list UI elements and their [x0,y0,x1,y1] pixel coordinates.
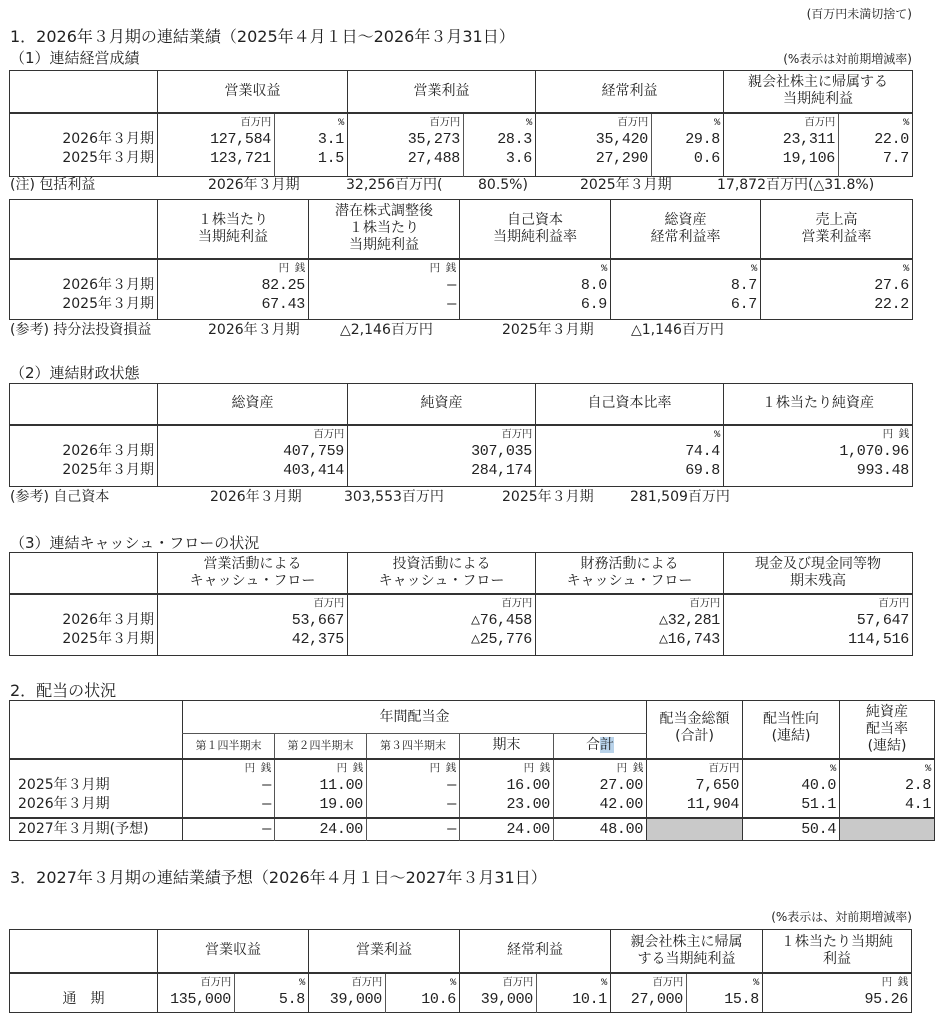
header-equity-ratio: 自己資本比率 [536,384,724,425]
header-roe: 自己資本 当期純利益率 [460,200,611,259]
row-label-2026: 2026年３月期 [62,276,154,293]
header-diluted-eps: 潜在株式調整後 １株当たり 当期純利益 [309,200,460,259]
cell-value: 6.9 [580,295,607,313]
col-op-profit-pct: % 10.6 [386,973,460,1013]
col-equity-ratio [536,425,724,487]
col-net-profit-pct [839,113,913,177]
row-labels [10,425,158,487]
financial-position-title: （2）連結財政状態 [10,364,140,382]
header-op-margin: 売上高 営業利益率 [761,200,913,259]
cell-value: 35,273 [407,130,460,148]
equity-method-label: (参考) 持分法投資損益 [10,322,152,338]
col-payout-ratio: % 40.0 51.1 [743,759,840,818]
header-doe: 純資産 配当率 (連結) [840,701,935,759]
unit-label: % [830,762,837,775]
cell-value: 127,584 [210,130,271,148]
financial-position-table [9,383,913,487]
col-eps: 円 銭 95.26 [763,973,912,1013]
header-eps: １株当たり 当期純利益 [158,200,309,259]
unit-label: 円 銭 [244,762,271,775]
header-year-end: 期末 [460,734,554,759]
cell-value: △32,281 [659,611,720,629]
results-note: (%表示は対前期増減率) [783,52,912,66]
cell-value: 42,375 [291,630,344,648]
comprehensive-fy2026-pct: 80.5%) [478,177,528,193]
header-operating-profit: 営業利益 [348,71,536,113]
forecast-table [9,929,912,1013]
unit-label: 百万円 [804,116,835,129]
unit-label: % [713,116,720,129]
cell-value: △25,776 [471,630,532,648]
unit-label: 百万円 [501,428,532,441]
col-op-profit-pct [464,113,536,177]
unit-label: 百万円 [689,597,720,610]
cell-value: — [447,295,456,313]
col-q1: 円 銭 — — [183,759,275,818]
cell-value: 1,070.96 [839,442,909,460]
corner-cell [10,930,158,973]
col-op-margin [761,259,913,320]
cell-value: — [447,276,456,294]
equity-method-fy2026-value: △2,146百万円 [340,322,433,338]
unit-label: 百万円 [313,428,344,441]
comprehensive-fy2025-label: 2025年３月期 [580,177,672,193]
col-revenue-pct [275,113,348,177]
col-roe [460,259,611,320]
row-label-2025: 2025年３月期 [62,461,154,478]
cell-value: 35,420 [595,130,648,148]
comprehensive-fy2026-value: 32,256百万円( [346,177,443,193]
comprehensive-fy2026-label: 2026年３月期 [208,177,300,193]
equity-method-fy2025-label: 2025年３月期 [502,322,594,338]
col-doe: % 2.8 4.1 [840,759,935,818]
per-share-table [9,199,913,320]
equity-fy2025-value: 281,509百万円 [630,489,730,505]
cell-value: 1.5 [317,149,344,167]
cell-value: 57,647 [856,611,909,629]
cell-value: 27,488 [407,149,460,167]
unit-label: % [600,262,607,275]
unit-label: % [337,116,344,129]
header-bps: １株当たり純資産 [724,384,913,425]
unit-label: % [925,762,932,775]
header-net-profit [724,71,913,113]
unit-label: 百万円 [878,597,909,610]
cell-value: — [367,818,460,841]
gray-empty-cell [647,818,743,841]
col-ord-profit [536,113,652,177]
unit-label: % [902,116,909,129]
unit-label: 百万円 [501,597,532,610]
col-total-assets [158,425,348,487]
cell-value: 123,721 [210,149,271,167]
row-label-full-year: 通 期 [62,990,105,1007]
header-net-profit: 親会社株主に帰属 する当期純利益 [611,930,763,973]
forecast-note: (%表示は、対前期増減率) [771,910,912,924]
cell-value: 3.1 [317,130,344,148]
equity-fy2025-label: 2025年３月期 [502,489,594,505]
cell-value: 67.43 [261,295,305,313]
col-op-profit [348,113,464,177]
corner-cell [10,384,158,425]
col-financing-cf [536,594,724,656]
header-operating-profit: 営業利益 [309,930,460,973]
cash-flow-table [9,552,913,656]
col-ord-profit-pct: % 10.1 [537,973,611,1013]
forecast-full-year-row [10,973,912,1013]
cell-value: — [183,818,275,841]
gray-empty-cell [840,818,935,841]
unit-label: 百万円 [313,597,344,610]
equity-fy2026-label: 2026年３月期 [210,489,302,505]
col-revenue [158,113,275,177]
row-label-2026: 2026年３月期 [62,611,154,628]
dividends-table [9,700,935,841]
col-revenue-pct: % 5.8 [235,973,309,1013]
unit-label: 百万円 [617,116,648,129]
col-total: 円 銭 27.00 42.00 [554,759,647,818]
col-ord-profit-pct [652,113,724,177]
forecast-dividend-row [10,818,935,841]
col-bps [724,425,913,487]
unit-label: 円 銭 [429,262,456,275]
cell-value: 403,414 [283,461,344,479]
results-title: （1）連結経営成績 [10,49,140,67]
header-eps: １株当たり当期純 利益 [763,930,912,973]
header-annual-dividend: 年間配当金 [183,701,647,734]
header-net-profit-line2: 当期純利益 [783,91,853,108]
cell-value: 24.00 [460,818,554,841]
col-q3: 円 銭 — — [367,759,460,818]
cell-value: 114,516 [848,630,909,648]
row-label-2025: 2025年３月期 [62,630,154,647]
row-label-2025: 2025年３月期 [18,776,110,793]
header-cash-end: 現金及び現金同等物 期末残高 [724,553,913,594]
header-q2: 第２四半期末 [275,734,367,759]
cell-value: 0.6 [693,149,720,167]
col-ord-profit: 百万円 39,000 [460,973,537,1013]
cell-value: 50.4 [743,818,840,841]
col-net-profit [724,113,839,177]
unit-label: 百万円 [429,116,460,129]
col-year-end: 円 銭 16.00 23.00 [460,759,554,818]
equity-label: (参考) 自己資本 [10,489,110,505]
cell-value: 74.4 [685,442,720,460]
results-table [9,70,913,177]
comprehensive-fy2025-value: 17,872百万円(△31.8%) [717,177,875,193]
row-label-2026: 2026年３月期 [62,130,154,147]
header-financing-cf: 財務活動による キャッシュ・フロー [536,553,724,594]
col-diluted-eps [309,259,460,320]
cash-flow-title: （3）連結キャッシュ・フローの状況 [10,534,260,552]
header-ordinary-profit: 経常利益 [460,930,611,973]
cell-value: 22.0 [874,130,909,148]
cell-value: 27,290 [595,149,648,167]
cell-value: 8.7 [730,276,757,294]
equity-method-fy2025-value: △1,146百万円 [631,322,724,338]
header-q1: 第１四半期末 [183,734,275,759]
cell-value: 19,106 [782,149,835,167]
cell-value: 993.48 [856,461,909,479]
cell-value: 28.3 [497,130,532,148]
cell-value: 23,311 [782,130,835,148]
row-labels [10,113,158,177]
unit-label: 円 銭 [523,762,550,775]
row-label-2026: 2026年３月期 [62,442,154,459]
header-operating-revenue: 営業収益 [158,930,309,973]
unit-label: % [750,262,757,275]
corner-cell [10,200,158,259]
header-operating-revenue: 営業収益 [158,71,348,113]
row-label-2026: 2026年３月期 [18,795,110,812]
selected-text-highlight: 計 [600,737,615,754]
header-net-profit-line1: 親会社株主に帰属する [748,74,888,91]
cell-value: 8.0 [580,276,607,294]
corner-cell [10,71,158,113]
row-labels [10,759,183,818]
row-labels [10,594,158,656]
unit-label: % [525,116,532,129]
unit-label: 百万円 [240,116,271,129]
row-label-2027-forecast: 2027年３月期(予想) [18,821,149,838]
cell-value: 7.7 [882,149,909,167]
col-net-assets [348,425,536,487]
col-investing-cf [348,594,536,656]
row-label-2025: 2025年３月期 [62,149,154,166]
col-cash-end [724,594,913,656]
cell-value: 48.00 [554,818,647,841]
header-total-dividend: 配当金総額 (合計) [647,701,743,759]
col-eps [158,259,309,320]
equity-fy2026-value: 303,553百万円 [344,489,444,505]
corner-cell [10,701,183,759]
header-ordinary-profit: 経常利益 [536,71,724,113]
dividends-title: 2．配当の状況 [10,681,117,700]
unit-label: 円 銭 [336,762,363,775]
equity-method-fy2026-label: 2026年３月期 [208,322,300,338]
cell-value: 82.25 [261,276,305,294]
header-payout-ratio: 配当性向 (連結) [743,701,840,759]
cell-value: 307,035 [471,442,532,460]
col-total-dividend: 百万円 7,650 11,904 [647,759,743,818]
unit-label: 円 銭 [616,762,644,775]
cell-value: 284,174 [471,461,532,479]
header-investing-cf: 投資活動による キャッシュ・フロー [348,553,536,594]
col-operating-cf [158,594,348,656]
cell-value: 69.8 [685,461,720,479]
header-total-assets: 総資産 [158,384,348,425]
header-roa: 総資産 経常利益率 [611,200,761,259]
col-q2: 円 銭 11.00 19.00 [275,759,367,818]
header-q3: 第３四半期末 [367,734,460,759]
col-net-profit: 百万円 27,000 [611,973,687,1013]
unit-label: 円 銭 [429,762,456,775]
cell-value: △16,743 [659,630,720,648]
cell-value: △76,458 [471,611,532,629]
section1-title: 1．2026年３月期の連結業績（2025年４月１日～2026年３月31日） [10,27,515,46]
unit-label: % [902,262,909,275]
unit-label: 円 銭 [278,262,305,275]
col-net-profit-pct: % 15.8 [687,973,763,1013]
col-revenue: 百万円 135,000 [158,973,235,1013]
corner-cell [10,553,158,594]
cell-value: 27.6 [874,276,909,294]
header-net-assets: 純資産 [348,384,536,425]
col-roa [611,259,761,320]
header-total: 合計 [554,734,647,759]
cell-value: 24.00 [275,818,367,841]
unit-note: (百万円未満切捨て) [806,7,912,21]
comprehensive-label: (注) 包括利益 [10,177,96,193]
cell-value: 53,667 [291,611,344,629]
cell-value: 29.8 [685,130,720,148]
row-label-2025: 2025年３月期 [62,295,154,312]
unit-label: 百万円 [708,762,740,775]
cell-value: 3.6 [505,149,532,167]
unit-label: % [713,428,720,441]
unit-label: 円 銭 [882,428,909,441]
cell-value: 22.2 [874,295,909,313]
col-op-profit: 百万円 39,000 [309,973,386,1013]
cell-value: 6.7 [730,295,757,313]
forecast-title: 3．2027年３月期の連結業績予想（2026年４月１日～2027年３月31日） [10,868,547,887]
cell-value: 407,759 [283,442,344,460]
row-labels [10,259,158,320]
header-operating-cf: 営業活動による キャッシュ・フロー [158,553,348,594]
